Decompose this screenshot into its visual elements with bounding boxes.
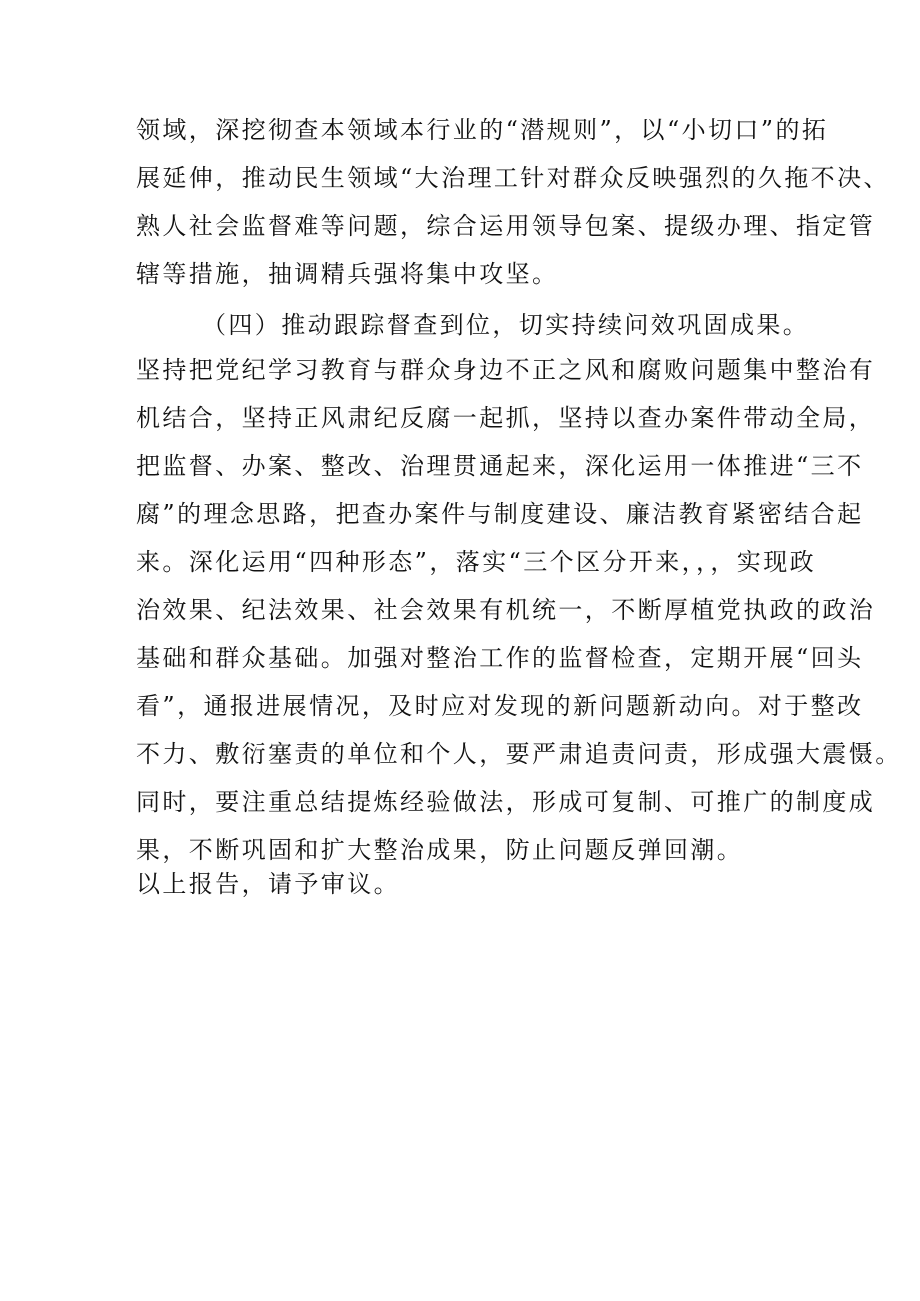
text-line: 熟人社会监督难等问题，综合运用领导包案、提级办理、指定管 <box>136 212 876 240</box>
text-line: 把监督、办案、整改、治理贯通起来，深化运用一体推进“三不 <box>136 452 864 480</box>
text-line: 坚持把党纪学习教育与群众身边不正之风和腐败问题集中整治有 <box>136 356 876 384</box>
text-line: 果，不断巩固和扩大整治成果，防止问题反弹回潮。 <box>136 836 744 864</box>
text-line: 来。深化运用“四种形态”，落实“三个区分开来，，，实现政 <box>136 548 817 576</box>
text-line: 不力、敷衍塞责的单位和个人，要严肃追责问责，形成强大震慑。 <box>136 740 902 768</box>
text-line: 基础和群众基础。加强对整治工作的监督检查，定期开展“回头 <box>136 644 864 672</box>
closing-line: 以上报告，请予审议。 <box>136 870 400 898</box>
text-line: 治效果、纪法效果、社会效果有机统一，不断厚植党执政的政治 <box>136 596 876 624</box>
text-line: 展延伸，推动民生领域“大治理工针对群众反映强烈的久拖不决、 <box>136 164 890 192</box>
text-line: 同时，要注重总结提炼经验做法，形成可复制、可推广的制度成 <box>136 788 876 816</box>
text-line: 辖等措施，抽调精兵强将集中攻坚。 <box>136 260 559 288</box>
text-line: 看”，通报进展情况，及时应对发现的新问题新动向。对于整改 <box>136 692 864 720</box>
text-line: 领域，深挖彻查本领域本行业的“潜规则”，以“小切口”的拓 <box>136 116 829 144</box>
text-line: 腐”的理念思路，把查办案件与制度建设、廉洁教育紧密结合起 <box>136 500 864 528</box>
section-heading: （四）推动跟踪督查到位，切实持续问效巩固成果。 <box>202 311 810 339</box>
text-line: 机结合，坚持正风肃纪反腐一起抓，坚持以查办案件带动全局， <box>136 404 876 432</box>
